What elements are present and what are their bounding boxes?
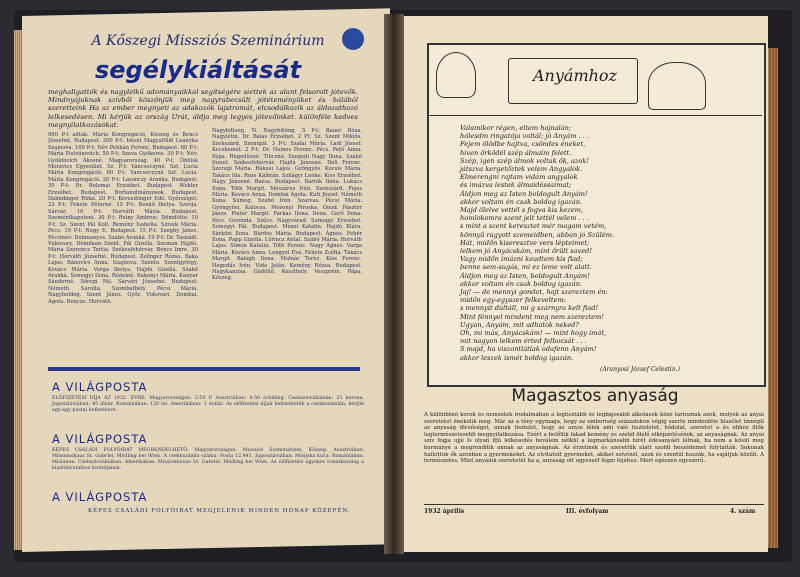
poem-line: Szép, igen szép álmok voltak ők, azok! — [460, 156, 589, 165]
donor-columns — [48, 128, 366, 364]
section-body: A különböző korok és nemzetek irodalmában a legtisztább és legbájosabb alkotások közé tartoznak azok, melyek az anyai szeretetet énekelik meg. Már az a tény egymaga, hogy az emberiség századokon végig szerte mindenféle hiszélet ünnepli az anyaság dicsőséget, annak tisztelet, hogy az anyai lélek ami való tiszteletet, hódolat, szeretet a és ehhez illők legtermészetesebb megnyilatkozása. Ezért a belőlük fakad kemény és szelíd ölelő elképzelésének, az anyaságnak. Az anyai szív fogja ujjé Is olyan ifjú lelkesedés beválem nélkül a legmarkánsabb hírét édesanyáét látnak, ha nem a kösül meg kormányé a megrendítik annak az anyaságnak. Az érzelmek és szerettük alatt szoldi beszédemet folytatták. Sokunak hallottuk ők azonban a gyermekeket. Az elvitatott gyermeket, akiket szívénél, azok és szentül hozzák, ha sajátjuk közüli. A természetes. Mint anyáink szeretetét ha a, anyaság ott egyeszéf fogni fejéhez. Mert egészen egyszerű. — [424, 412, 764, 465]
vilagposta-order-text: KÉPES CSALÁDI FOLYÓIRAT MEGRENDELHETŐ: Magyarországon: Missziós Szeminárium, Kőszeg. Ausztriában: Missionshaus St. Gabriel, Mödling bei Wien. A csekkszámla száma: Posta 12.441. Jugoszláviában: Misijska kuća. Romániában: Misiunea. Csehszlovákiában. Amerikában: Missionhouse St. Gabriel. Mödling bei Wien. Az előfizetési ügyekre vonatkozólag a kiadóhivatalhoz forduljanak. — [52, 448, 364, 471]
section-title: Magasztos anyaság — [511, 386, 679, 406]
children-illustration — [648, 62, 706, 110]
vilagposta-heading-1: A VILÁGPOSTA — [52, 380, 148, 394]
poem-line: és imázva lestek álmaidéssaimat; — [460, 181, 572, 190]
poem-line: midőn egy-egyszer felkeveltem: — [460, 296, 566, 305]
poem-line: akkor voltam én csak boldog igazán. — [460, 279, 583, 288]
poem-line: Majd ölelve vettél s fogva kis kezem, — [460, 206, 583, 215]
lamp-illustration — [436, 52, 476, 98]
section-divider — [48, 367, 360, 371]
poem-line: akkor leszek ismét boldog igazán. — [460, 353, 574, 362]
book-spine — [384, 14, 404, 554]
poem-text — [460, 124, 750, 362]
donor-list-column-2: Nagybittség. N. Nagybitting. 5 P-t: Bauer Róza. Nagylétin. Dr. Balas Erzsébet. 2 Pt: Sz. Szent Miklós. Szekszárd. Szentgál. 3 P-t: Szalai Mária. Ladi József. Kecskemét. 2 P-t: Dr. Nemes Ferenc. Pécs. Pető Anna. Pápa. Hegedűsné. Tiliczné. Szegedi Nagy Ilona. Szabó József. Székesfehérvár. Hajdú Jánosné. Deli Ferenc. Szeregi Mária. Rákosi Lajos. Gyöngyös. Kocsis Mária. Takács Ida. Rozs Kálmán. Szilágyi Lenke. Kiss Erzsébet. Nagy Jánosné. Bazsa. Budapest. Bartók Ilona. Lukács Ilona. Tóth Margit. Mészáros Irén. Szekszárd. Fejes Mária. Kovács Anna. Dombai Ágota. Kuti József. Németh Ilona. Sümeg. Szabó Irén. Szarvas. Pécsi Mária. Gyöngyösi. Kalocsa. Mosonyi Piroska. Ónod. Pásztor János. Pintér Margit. Farkas Ilona. Ilona. Gerő Ilona. Pécs. Gerenda. Szűcs. Nagyvárad. Somogyi Erzsébet. Somogyi Pál. Budapest. Mezei Katalin. Hajdú Klára. Sárközi Ilona. Bárdos Mária. Budapest. Ágnes. Fehér Ilona. Papp Gizella. Lőrincz Antal. Szabó Mária. Horváth Lajos. Simon Katalin. Tóth Ferenc. Nagy Ágnes. Varga Mária. Kovács Anna. Lengyel Éva. Fekete Zsófia. Takács Margit. Balogh Ilona. Molnár Teréz. Kiss Ferenc. Hegedűs Irén. Vida Jolán. Kemény Rózsa. Budapest. Nagykanizsa. Gödöllő. Keszthely. Veszprém. Pápa. Kőszeg. — [212, 128, 362, 282]
left-page-title: segélykiáltását — [94, 56, 302, 84]
poem-line: Áldjon meg az Isten boldogult Anyám! — [460, 189, 588, 198]
poem-line: lelkem jó Anyácskám, mint őrült saved! — [460, 247, 592, 256]
poem-line: benne sem-sugás, mi ez leme volt alatt. — [460, 263, 592, 272]
poem-line: homlokomra szent jelt tettél velem . . . — [460, 214, 589, 223]
poem-line: játszva kergetőztek velem Angyalok. — [460, 165, 583, 174]
footer-rule — [424, 504, 764, 505]
footer-date: 1932 április — [424, 508, 465, 515]
poem-line: Elmerengni rajtam vidám angyalok — [460, 173, 578, 182]
poem-line: hólesdm ringatója voltál; jó Anyám . . . — [460, 132, 589, 141]
poem-line: Ugyan, Anyám, mit adhatok neked? — [460, 320, 579, 329]
poem-line: mit nagyon lelkem érted felbocsát . . . — [460, 337, 587, 346]
poem-line: Oh, mi más, Anyácskám! — mint hogy imát, — [460, 329, 607, 338]
donor-list-column-1: 960 P-t adtak: Mária Kongregáció, Kőszeg és Bencs Józsefné, Budapest. 200 P-t: Istent Magyaföldi Leányka Szajnova. 100 P-t: Név Pelikán Ferenc, Budapest. 60 P-t: Mária Pistvánovich. 50 P-t: Szeva Gyökeres. 30 P-t: Név. Gyöktovich Ákosné. Magyarország. 40 P-t: Öbölsk Moravics Egyesület. Sz. P-t: Vancsoczyné. Szt. Lucia Mária Kongregáció. 60 P-t: Vancsoczyné Szt. Lucia. Mária Kongregáció. 20 P-t: Lasonczy Aranka. Budapest. 30 P-t: Dr. Bolomai Erzsébet. Budapest. Wohler Erzsébet. Budapest. Bortanulmányosok Budapest. Dalmdinger Ridai. 20 P-t: Keresztinger Ede. Győrsziget. 23 P-t: Fekete Péterné. 15 P-t: Benkő Ibolya. Szovja. Sárvár. 10 P-t: Horváth Mária. Budapest. Szeméntkapotoni. 30 P-t: Reiny Ambrus. Dömdötte: 10 P-t: Sz. Szent Pál Koll. Remény Isabella. Szivek Mária. Pécs. 19 P-t: Negy E. Budapest. 15 P-t: Szeghy János. Pécsinév: Dohmanyos. Szabó Arankà. 19 P-t: Dr. Tasnádi. Vukovary. Dömdaan Szent. Pál Gizella. Szeman Hajdú. Mária Szerencz Tertia. Székesfehérvár. Bencs Imre. 30 P-t: Horváth Józsefné. Budapest. Zelinger Rózsa. Baka Lajos. Bánovics Anna. Szajnova. Szente. Szentgyörgy. Kovács Mária. Varga Ibolya. Hajdú Gizella. Szabó Arankà. Somogyi Ilona. Rédeiné. Bakonyi Mária. Kanyar Sándorné. Sőregi Pál. Sárvári Józsefné. Budapest. Németh. Sarolta. Szombathely. Pécsi Mária. Nagyboldog. Szent János. Győr. Vukovári. Dombai. Ágota. Bencze. Horváth. — [48, 132, 198, 305]
page-corner-badge — [342, 28, 364, 50]
left-page-heading: A Kőszegi Missziós Szeminárium — [91, 33, 325, 49]
poem-line: Mint fénnyel mindent meg nem szereztem! — [460, 312, 604, 321]
poem-line: akkor voltam én csak boldog igazán. — [460, 197, 583, 206]
footer-issue: 4. szám — [730, 508, 756, 515]
vilagposta-heading-3: A VILÁGPOSTA — [52, 490, 148, 504]
vilagposta-heading-2: A VILÁGPOSTA — [52, 432, 148, 446]
left-page-intro: meghallgattók és nagylelkű adományaikkal segítségére siettek az alant felsorolt jótevők. Mindnyájuknak szívből köszönjük meg nagyrabecsült jótéteményüket és hálából szeretteink Ha az ember megnyeti az adakozók lajstromát, elcsodálkozik az áldozathozó lelkesedésen. Mi kérjük az ország Urát, áldja meg legyes jótevőinket. különféle kedves megnyilatkozásokat. — [48, 88, 358, 129]
poem-title: Anyámhoz — [533, 66, 617, 85]
vilagposta-subscription-text: ELŐFIZETÉSI DÍJA AZ 1932. ÉVRE: Magyarországon: 2·50 P. Ausztriában: 4·50 schilling. Csehszlovákiában: 23 korona. Jugoszláviában: 45 dinár. Romániában: 120 lei. Amerikában: 1 dollár. Az előfizetési díjak befizethetők a csekkszámlán, kérjük egy-egy postai befizetésre. — [52, 396, 364, 413]
poem-line: Hát, midőn kiseresztve vers lépteimet; — [460, 238, 590, 247]
poem-author: (Aranyosi József Celestin.) — [600, 366, 680, 373]
poem-line: Valamikor régen, eltem hajnalán; — [460, 124, 572, 132]
poem-line: s mint a szent keresztet mér magam vetém, — [460, 222, 607, 231]
poem-line: Vagy midőn imázni keadtem kis fiad; — [460, 255, 583, 264]
vilagposta-tagline: KÉPES CSALÁDI FOLYÓIRAT MEGJELENIK MINDEN HÓNAP KÖZEPÉN. — [88, 508, 351, 514]
poem-line: Fejem ölödbe hajtva, csöndes éneket, — [460, 140, 586, 149]
poem-line: s mennyit dúltáll, mi g szárnyra kelt fiad! — [460, 304, 599, 313]
poem-line: Áldjon meg az Isten, boldogult Anyám! — [460, 271, 590, 280]
poem-line: Jaj! — de mennyi gondot, hajt szereztem én: — [460, 288, 608, 297]
footer-volume: III. évfolyam — [566, 508, 609, 515]
poem-line: hiven őrködél szép álmaim felett. — [460, 148, 572, 157]
poem-line: könnyű ragyott szemeidben, abban jó Szülém. — [460, 230, 615, 239]
poem-line: S majd, ha viszontlátlak odafenn Anyám! — [460, 345, 597, 354]
